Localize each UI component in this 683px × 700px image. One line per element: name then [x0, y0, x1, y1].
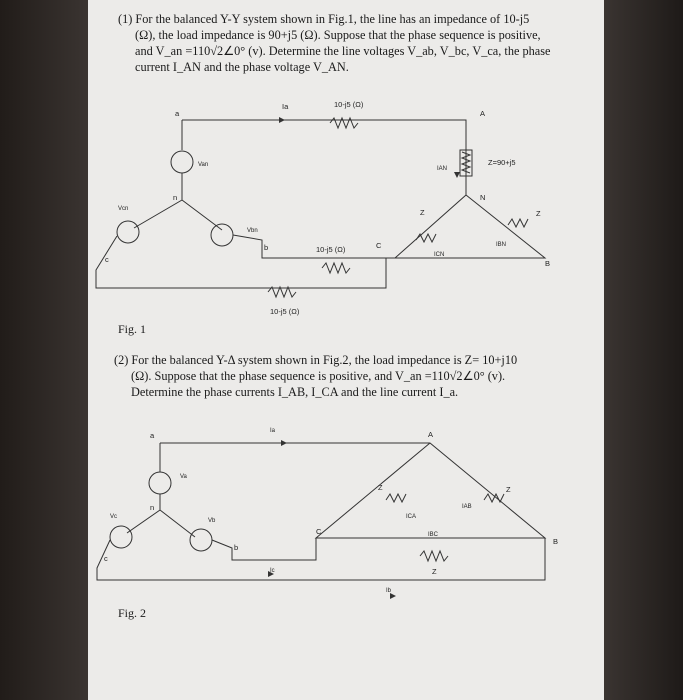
label-A1: A [480, 109, 486, 118]
label-z1: Z [378, 483, 383, 492]
label-vc: Vc [110, 514, 118, 520]
fig1-caption: Fig. 1 [118, 322, 147, 336]
label-van: Van [198, 162, 209, 168]
q1-line2: (Ω), the load impedance is 90+j5 (Ω). Suppose that the phase sequence is positive, [135, 28, 541, 42]
source-vb [190, 529, 212, 551]
label-ic2: Ic [270, 568, 275, 574]
wire-top-delta [160, 443, 545, 538]
label-C1: C [376, 241, 382, 250]
label-z3: Z [432, 567, 437, 576]
q1-line3: and V_an =110√2∠0° (v). Determine the line voltages V_ab, V_bc, V_ca, the phase [135, 44, 551, 58]
label-iab: IAB [462, 504, 472, 510]
q1-line4: current I_AN and the phase voltage V_AN. [135, 60, 349, 74]
load-bc [420, 551, 448, 561]
q2-line1: (2) For the balanced Y-Δ system shown in Fig.2, the load impedance is Z= 10+j10 [114, 353, 518, 367]
label-c2: c [104, 554, 108, 563]
fig2-caption: Fig. 2 [118, 606, 147, 620]
label-n1: n [173, 193, 178, 202]
label-A2: A [428, 430, 434, 439]
label-C2: C [316, 527, 322, 536]
label-vcn: Vcn [118, 206, 129, 212]
label-a1: a [175, 109, 180, 118]
label-B2: B [553, 537, 559, 546]
label-z-load: Z=90+j5 [488, 158, 516, 167]
label-b1: b [264, 243, 269, 252]
label-icn: ICN [434, 252, 445, 258]
source-va [149, 472, 171, 494]
label-ib2: Ib [386, 588, 392, 594]
label-N1: N [480, 193, 486, 202]
q2-line2: (Ω). Suppose that the phase sequence is positive, and V_an =110√2∠0° (v). [131, 369, 506, 383]
arrow-ia2 [281, 440, 287, 446]
label-n2: n [150, 503, 155, 512]
q1-line1: (1) For the balanced Y-Y system shown in Fig.1, the line has an impedance of 10-j5 [118, 12, 530, 26]
wire-c2 [97, 538, 545, 580]
label-z2: Z [506, 485, 511, 494]
label-z-left1: Z [420, 208, 425, 217]
label-B1: B [545, 259, 551, 268]
label-ia1: Ia [282, 102, 289, 111]
label-z-line-top: 10-j5 (Ω) [334, 100, 364, 109]
load-ca [386, 494, 406, 502]
label-a2: a [150, 431, 155, 440]
wire-neutral2 [127, 494, 195, 537]
label-b2: b [234, 543, 239, 552]
label-z-right1: Z [536, 209, 541, 218]
label-va: Va [180, 474, 187, 480]
load-ab [484, 494, 504, 502]
label-c1: c [105, 255, 109, 264]
label-ian: IAN [437, 166, 448, 172]
label-ibc: IBC [428, 532, 439, 538]
label-vbn: Vbn [247, 228, 258, 234]
wire-b2 [212, 538, 316, 560]
q2-line3: Determine the phase currents I_AB, I_CA and the line current I_a. [131, 385, 459, 399]
label-ica: ICA [406, 514, 417, 520]
label-z-line-bot: 10-j5 (Ω) [270, 307, 300, 316]
label-vb: Vb [208, 518, 216, 524]
label-ia2: Ia [270, 428, 276, 434]
label-ibn: IBN [496, 242, 507, 248]
label-z-line-mid: 10-j5 (Ω) [316, 245, 346, 254]
source-vc [110, 526, 132, 548]
